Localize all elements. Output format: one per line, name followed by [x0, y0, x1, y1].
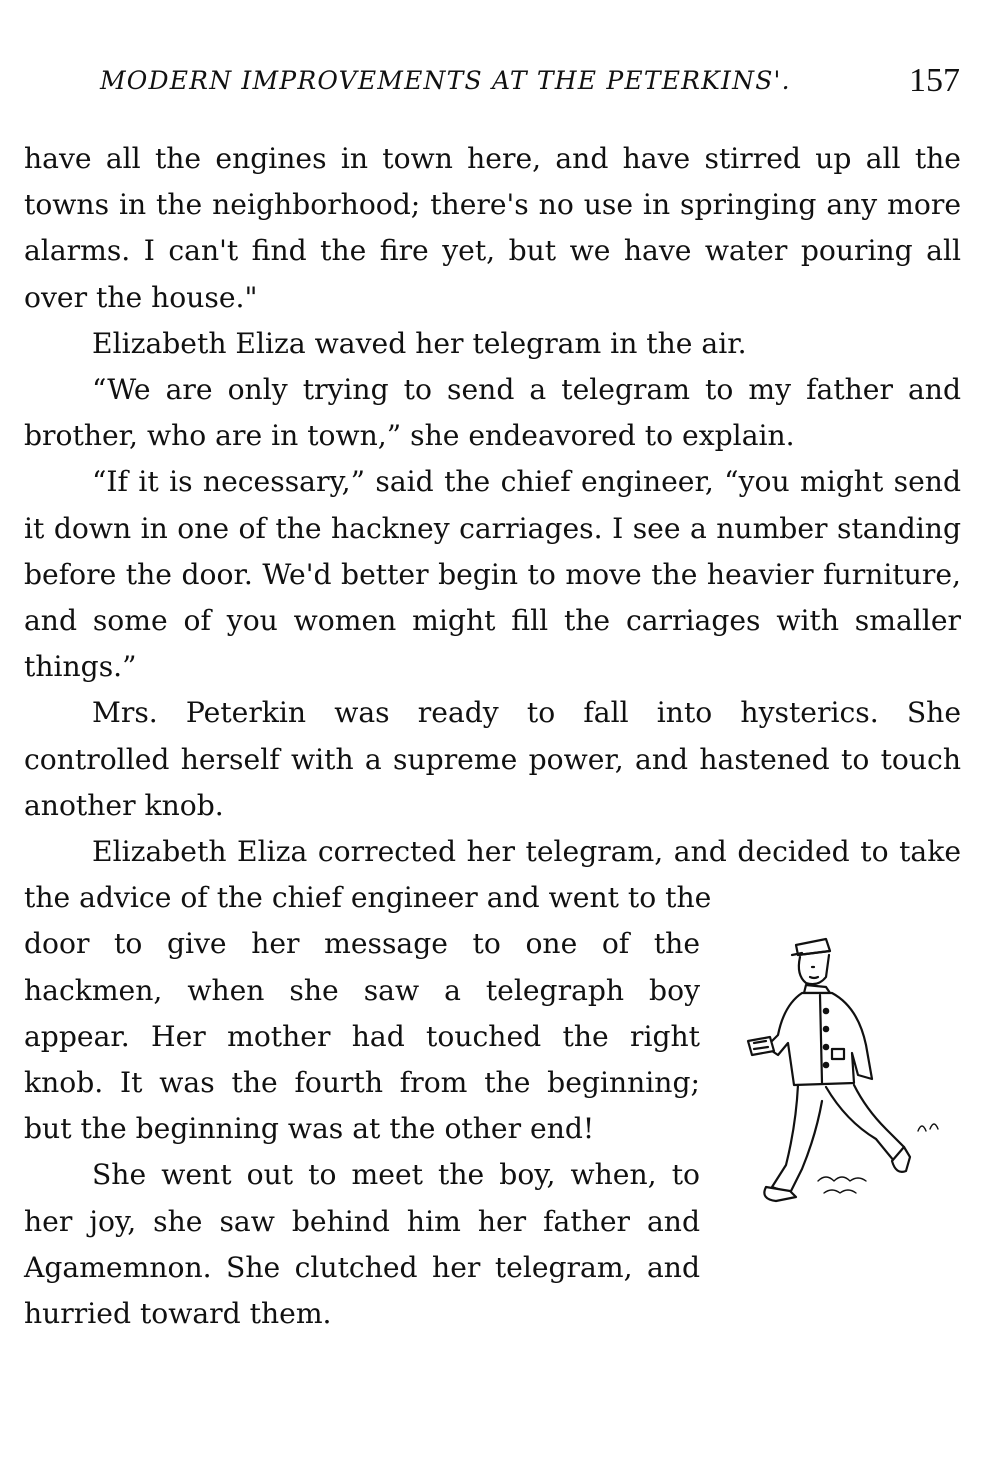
page-header — [100, 62, 960, 106]
telegraph-boy-icon — [726, 925, 961, 1225]
paragraph: She went out to meet the boy, when, to her joy, she saw behind him her father and Agamemnon. She clutched her telegram, and hurried toward them. — [24, 1158, 700, 1331]
body-text — [24, 136, 961, 1337]
telegraph-boy-illustration — [726, 925, 961, 1297]
running-head: MODERN IMPROVEMENTS AT THE PETERKINS'. — [100, 66, 791, 95]
paragraph: “If it is necessary,” said the chief engineer, “you might send it down in one of the hackney carriages. I see a number standing before the door. We'd better begin to move the heavier furniture, and some of you women might fill the carriages with smaller things.” — [24, 465, 961, 684]
page-number: 157 — [909, 62, 960, 99]
paragraph: Mrs. Peterkin was ready to fall into hysterics. She controlled herself with a supreme power, and hastened to touch another knob. — [24, 696, 961, 822]
paragraph-continuation: have all the engines in town here, and have stirred up all the towns in the neighborhood; there's no use in springing any more alarms. I can't find the fire yet, but we have water pouring all over the house." — [24, 142, 961, 314]
paragraph: “We are only trying to send a telegram to my father and brother, who are in town,” she endeavored to explain. — [24, 373, 961, 453]
paragraph: Elizabeth Eliza corrected her telegram, and decided to take the advice of the chief engineer and went to the — [24, 835, 961, 915]
paragraph-continuation: door to give her message to one of the hackmen, when she saw a telegraph boy appear. Her mother had touched the right knob. It was the fourth from the beginning; but the beginning was at the other end! — [24, 927, 700, 1146]
paragraph: Elizabeth Eliza waved her telegram in the air. — [92, 326, 747, 360]
